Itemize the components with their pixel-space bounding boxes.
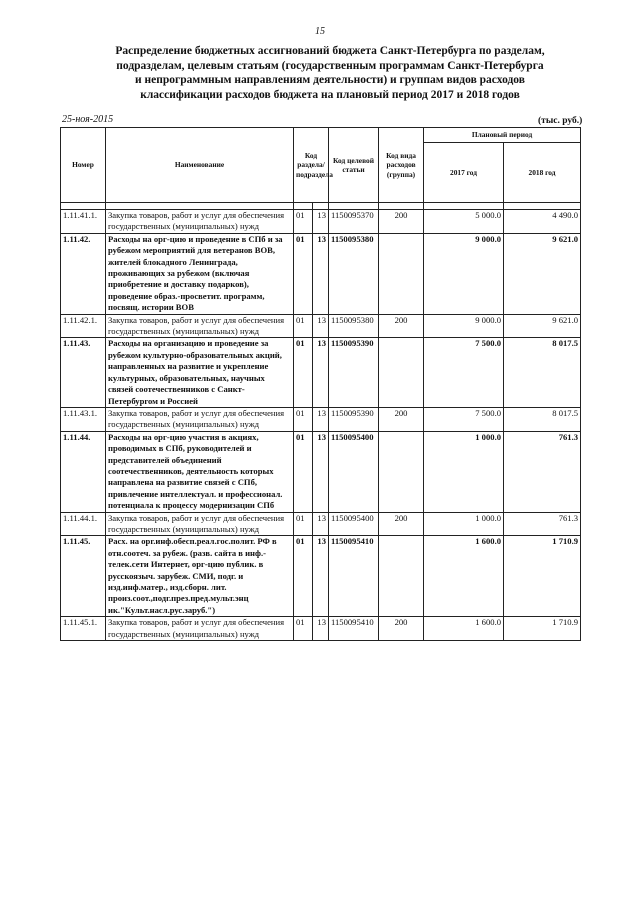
header-number: Номер — [61, 128, 106, 203]
document-date: 25-ноя-2015 — [62, 114, 114, 125]
row-subsection-code: 13 — [313, 210, 329, 234]
row-subsection-code: 13 — [313, 617, 329, 641]
header-planned-period: Плановый период — [424, 128, 581, 143]
row-number: 1.11.45.1. — [61, 617, 106, 641]
row-value-2018: 761.3 — [504, 431, 581, 512]
row-number: 1.11.42. — [61, 233, 106, 314]
table-row — [61, 536, 581, 617]
header-expense-code: Код вида расходов (группа) — [379, 128, 424, 203]
row-value-2017: 1 600.0 — [424, 617, 504, 641]
title-line: классификации расходов бюджета на плановый период 2017 и 2018 годов — [140, 88, 520, 101]
header-year-2018: 2018 год — [504, 143, 581, 203]
row-subsection-code: 13 — [313, 407, 329, 431]
table-row — [61, 210, 581, 234]
row-number: 1.11.45. — [61, 536, 106, 617]
row-target-code: 1150095390 — [329, 338, 379, 407]
row-target-code: 1150095370 — [329, 210, 379, 234]
row-name: Расходы на орг-цию и проведение в СПб и за рубежом мероприятий для ветеранов ВОВ, жителей блокадного Ленинграда, проживающих за рубежом (включая приобретение и доставку подарков), проведение образ.-просветит. программ, посвящ. истории ВОВ — [106, 233, 294, 314]
row-expense-code — [379, 536, 424, 617]
row-expense-code — [379, 431, 424, 512]
row-number: 1.11.43.1. — [61, 407, 106, 431]
row-target-code: 1150095390 — [329, 407, 379, 431]
row-value-2018: 8 017.5 — [504, 407, 581, 431]
row-expense-code: 200 — [379, 210, 424, 234]
row-name: Закупка товаров, работ и услуг для обеспечения государственных (муниципальных) нужд — [106, 407, 294, 431]
row-number: 1.11.41.1. — [61, 210, 106, 234]
budget-table — [60, 127, 581, 641]
row-subsection-code: 13 — [313, 314, 329, 338]
row-name: Закупка товаров, работ и услуг для обеспечения государственных (муниципальных) нужд — [106, 617, 294, 641]
row-value-2018: 4 490.0 — [504, 210, 581, 234]
row-value-2018: 8 017.5 — [504, 338, 581, 407]
row-target-code: 1150095410 — [329, 536, 379, 617]
row-value-2017: 7 500.0 — [424, 407, 504, 431]
table-body — [61, 210, 581, 641]
table-row — [61, 617, 581, 641]
row-subsection-code: 13 — [313, 536, 329, 617]
row-value-2017: 1 600.0 — [424, 536, 504, 617]
row-section-code: 01 — [294, 233, 313, 314]
row-name: Расх. на орг.инф.обесп.реал.гос.полит. РФ в отн.соотеч. за рубеж. (разв. сайта в инф.-телек.сети Интернет, орг-цию публик. в русскоязыч. зарубеж. СМИ, подг. и изд.инф.матер., изд.сборн. лит. произ.соот.,подг.през.пред.мульт.энц ик."Культ.насл.рус.заруб.") — [106, 536, 294, 617]
row-value-2018: 9 621.0 — [504, 233, 581, 314]
table-row — [61, 512, 581, 536]
header-section-code: Код раздела/ подраздела — [294, 128, 329, 203]
row-target-code: 1150095400 — [329, 512, 379, 536]
row-subsection-code: 13 — [313, 512, 329, 536]
row-target-code: 1150095400 — [329, 431, 379, 512]
row-number: 1.11.43. — [61, 338, 106, 407]
row-subsection-code: 13 — [313, 233, 329, 314]
row-name: Расходы на орг-цию участия в акциях, проводимых в СПб, руководителей и представителей объединений соотечественников, деятельность которых направлена на развитие связей с СПб, привлечение интеллектуал. и профессионал. потенциала к процессу модернизации СПб — [106, 431, 294, 512]
row-target-code: 1150095410 — [329, 617, 379, 641]
row-section-code: 01 — [294, 512, 313, 536]
row-value-2018: 9 621.0 — [504, 314, 581, 338]
row-value-2018: 1 710.9 — [504, 536, 581, 617]
row-expense-code: 200 — [379, 617, 424, 641]
units-label: (тыс. руб.) — [538, 116, 583, 126]
row-name: Закупка товаров, работ и услуг для обеспечения государственных (муниципальных) нужд — [106, 210, 294, 234]
row-section-code: 01 — [294, 314, 313, 338]
row-value-2017: 1 000.0 — [424, 512, 504, 536]
page-number: 15 — [315, 26, 325, 37]
row-section-code: 01 — [294, 210, 313, 234]
row-expense-code — [379, 233, 424, 314]
header-target-code: Код целевой статьи — [329, 128, 379, 203]
row-section-code: 01 — [294, 407, 313, 431]
title-line: и непрограммным направлениям деятельности) и группам видов расходов — [135, 74, 525, 86]
row-section-code: 01 — [294, 617, 313, 641]
row-section-code: 01 — [294, 431, 313, 512]
table-row — [61, 431, 581, 512]
row-expense-code — [379, 338, 424, 407]
row-name: Закупка товаров, работ и услуг для обеспечения государственных (муниципальных) нужд — [106, 512, 294, 536]
row-expense-code: 200 — [379, 314, 424, 338]
table-row — [61, 338, 581, 407]
title-line: подразделам, целевым статьям (государственным программам Санкт-Петербурга — [116, 59, 544, 72]
row-name: Закупка товаров, работ и услуг для обеспечения государственных (муниципальных) нужд — [106, 314, 294, 338]
row-expense-code: 200 — [379, 512, 424, 536]
row-subsection-code: 13 — [313, 431, 329, 512]
row-target-code: 1150095380 — [329, 314, 379, 338]
row-value-2017: 5 000.0 — [424, 210, 504, 234]
title-line: Распределение бюджетных ассигнований бюджета Санкт-Петербурга по разделам, — [115, 45, 545, 57]
header-name: Наименование — [106, 128, 294, 203]
row-number: 1.11.44. — [61, 431, 106, 512]
document-title — [70, 44, 590, 102]
header-year-2017: 2017 год — [424, 143, 504, 203]
row-target-code: 1150095380 — [329, 233, 379, 314]
row-value-2017: 1 000.0 — [424, 431, 504, 512]
row-number: 1.11.44.1. — [61, 512, 106, 536]
row-expense-code: 200 — [379, 407, 424, 431]
row-subsection-code: 13 — [313, 338, 329, 407]
table-row — [61, 407, 581, 431]
row-number: 1.11.42.1. — [61, 314, 106, 338]
row-value-2018: 1 710.9 — [504, 617, 581, 641]
row-name: Расходы на организацию и проведение за рубежом культурно-образовательных акций, направленных на развитие и укрепление культурных, образовательных, научных связей соотечественников с Санкт-Петербургом и Россией — [106, 338, 294, 407]
row-section-code: 01 — [294, 338, 313, 407]
table-row — [61, 314, 581, 338]
row-value-2018: 761.3 — [504, 512, 581, 536]
table-row — [61, 233, 581, 314]
row-value-2017: 7 500.0 — [424, 338, 504, 407]
row-value-2017: 9 000.0 — [424, 233, 504, 314]
row-value-2017: 9 000.0 — [424, 314, 504, 338]
row-section-code: 01 — [294, 536, 313, 617]
